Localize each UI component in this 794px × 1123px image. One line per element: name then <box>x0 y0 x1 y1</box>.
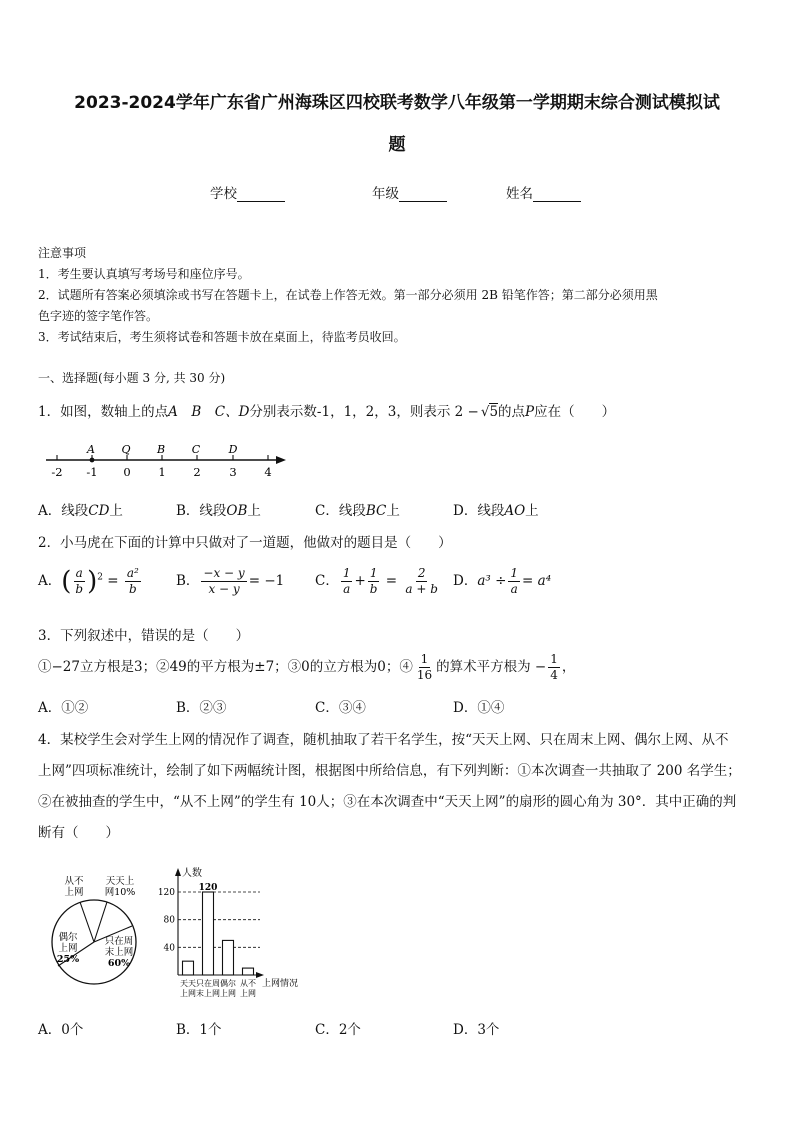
axis-letter-q: Q <box>121 443 131 456</box>
y-tick-label: 120 <box>157 888 175 898</box>
notes-heading: 注意事项 <box>38 246 87 260</box>
q4-option-d: D．3个 <box>453 1022 500 1038</box>
q3-option-b: B．②③ <box>176 700 227 716</box>
axis-num-m2: -2 <box>51 465 63 479</box>
q2-option-b: B． $\frac{-x - y}{x - y}$ = −1 <box>176 566 285 596</box>
x-axis-arrow <box>256 972 264 978</box>
school-field: 学校 <box>210 182 285 202</box>
pie-chart <box>44 862 154 992</box>
q2-option-d: D．a³ ÷ $\frac{1}{a}$ = a⁴ <box>453 566 552 596</box>
axis-letter-d: D <box>228 443 238 456</box>
note-2b: 色字迹的签字笔作答。 <box>38 309 159 323</box>
q4-line2: 上网”四项标准统计，绘制了如下两幅统计图，根据图中所给信息，有下列判断：①本次调查一共抽取了 200 名学生； <box>38 763 741 779</box>
pie-label-weekend-1: 只在周 <box>104 936 134 947</box>
bar-chart-xlabel: 上网情况 <box>262 979 299 989</box>
pie-label-sometimes-2: 上网 <box>58 943 78 954</box>
x-category-label: 只在周 <box>196 979 220 988</box>
axis-letter-c: C <box>191 443 201 456</box>
pie-label-sometimes-3: 25% <box>56 954 80 965</box>
axis-num-4: 4 <box>264 465 272 479</box>
bar <box>203 892 214 975</box>
axis-num-3: 3 <box>229 465 237 479</box>
axis-letter-b: B <box>156 443 166 456</box>
x-category-label: 上网 <box>240 989 256 998</box>
bar-chart-ylabel: 人数 <box>182 868 202 879</box>
q4-option-b: B．1个 <box>176 1022 222 1038</box>
pie-label-daily-2: 网10% <box>104 887 136 898</box>
bar <box>223 940 234 975</box>
x-category-label: 从不 <box>240 979 256 988</box>
y-tick-label: 80 <box>163 915 175 926</box>
pie-slice-edge <box>80 902 94 942</box>
section-heading: 一、选择题(每小题 3 分, 共 30 分) <box>38 371 226 385</box>
grade-field: 年级 <box>372 182 447 202</box>
pie-label-weekend-2: 末上网 <box>104 947 134 958</box>
point-a-dot <box>90 458 95 463</box>
bar <box>243 968 254 975</box>
x-category-label: 末上网 <box>196 989 220 998</box>
q4-option-c: C．2个 <box>315 1022 361 1038</box>
q3-stem: 3．下列叙述中，错误的是（ ） <box>38 628 250 644</box>
x-category-label: 偶尔 <box>220 979 236 988</box>
axis-letter-a: A <box>87 443 95 456</box>
pie-label-sometimes-1: 偶尔 <box>58 932 78 943</box>
exam-title-line2: 题 <box>388 135 406 155</box>
axis-num-0: 0 <box>123 465 131 479</box>
radical-expression: 2 − √5 <box>454 404 499 420</box>
number-line <box>40 438 290 480</box>
exam-title-line1: 2023-2024学年广东省广州海珠区四校联考数学八年级第一学期期末综合测试模拟试 <box>74 93 720 113</box>
axis-num-2: 2 <box>193 465 201 479</box>
note-3: 3．考试结束后，考生须将试卷和答题卡放在桌面上，待监考员收回。 <box>38 330 406 344</box>
axis-num-m1: -1 <box>86 465 98 479</box>
pie-label-weekend-3: 60% <box>107 958 131 969</box>
bar-data-label: 120 <box>198 883 218 893</box>
name-field: 姓名 <box>506 182 581 202</box>
q4-line3: ②在被抽查的学生中，“从不上网”的学生有 10人；③在本次调查中“天天上网”的扇形的圆心角为 30°．其中正确的判 <box>38 794 737 810</box>
bar <box>183 961 194 975</box>
pie-label-daily-1: 天天上 <box>105 876 135 887</box>
q1-option-a: A．线段CD上 <box>38 503 123 519</box>
x-category-label: 天天 <box>180 979 196 988</box>
pie-label-never-2: 上网 <box>64 887 84 898</box>
note-2a: 2．试题所有答案必须填涂或书写在答题卡上，在试卷上作答无效。第一部分必须用 2B 铅笔作答；第二部分必须用黑 <box>38 288 658 302</box>
q3-option-a: A．①② <box>38 700 89 716</box>
note-1: 1．考生要认真填写考场号和座位序号。 <box>38 267 250 281</box>
bar-chart <box>156 862 316 1002</box>
y-axis-arrow <box>175 868 181 876</box>
q1-option-c: C．线段BC上 <box>315 503 400 519</box>
q2-option-c: C． $\frac{1}{a}$ + $\frac{1}{b}$ = $\frac{2}{a + b}$ <box>315 566 438 596</box>
q3-option-d: D．①④ <box>453 700 505 716</box>
x-category-label: 上网 <box>220 989 236 998</box>
q1-stem: 1．如图，数轴上的点A B C、D分别表示数-1，1，2，3，则表示 2 − √5的点P应在（ ） <box>38 404 616 420</box>
q1-option-b: B．线段OB上 <box>176 503 261 519</box>
q3-option-c: C．③④ <box>315 700 366 716</box>
pie-label-never-1: 从不 <box>64 876 84 887</box>
q4-line4: 断有（ ） <box>38 825 119 841</box>
q2-option-a: A．( $\frac{a}{b}$ )$^2$ = $\frac{\text{a²}}{b}$ <box>38 566 139 597</box>
q1-option-d: D．线段AO上 <box>453 503 539 519</box>
x-category-label: 上网 <box>180 989 196 998</box>
q4-option-a: A．0个 <box>38 1022 84 1038</box>
y-tick-label: 40 <box>163 943 175 954</box>
q4-line1: 4．某校学生会对学生上网的情况作了调查，随机抽取了若干名学生，按“天天上网、只在周末上网、偶尔上网、从不 <box>38 732 729 748</box>
q2-stem: 2．小马虎在下面的计算中只做对了一道题，他做对的题目是（ ） <box>38 535 452 551</box>
axis-num-1: 1 <box>158 465 166 479</box>
q3-statements: ①−27立方根是3；②49的平方根为±7；③0的立方根为0；④ $\frac{1}{16}$ 的算术平方根为 − $\frac{1}{4}$ ， <box>38 652 576 682</box>
